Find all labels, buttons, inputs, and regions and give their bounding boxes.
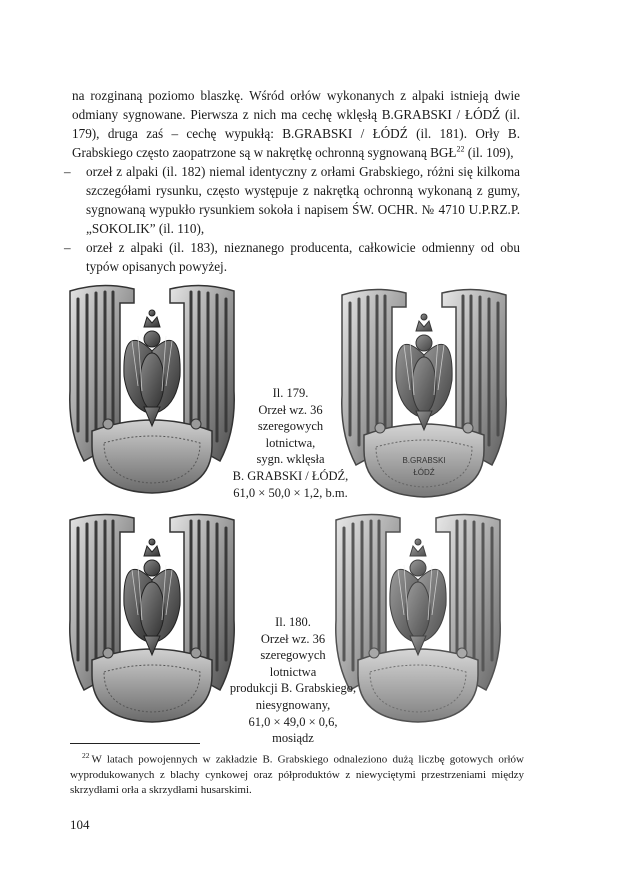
- footnote-divider: [70, 743, 200, 744]
- bullet-item-1: [64, 162, 520, 238]
- paragraph-1-end: (il. 109),: [464, 145, 514, 160]
- eagle-badge-image: [62, 510, 242, 725]
- paragraph-1-text: na rozginaną poziomo blaszkę. Wśród orłów wykonanych z alpaki istnieją dwie odmiany sygnowane. Pierwsza z nich ma cechę wklęsłą B.GRABSKI / ŁÓDŹ (il. 179), druga zaś – cechę wypukłą: B.GRABSKI / ŁÓDŹ (il. 181). Orły B. Grabskiego często zaopatrzone są w nakrętkę ochronną sygnowaną BGŁ: [72, 88, 520, 160]
- caption-line: 61,0 × 49,0 × 0,6, mosiądz: [248, 714, 338, 746]
- caption-line: sygn. wklęsła: [256, 452, 325, 467]
- caption-line: niesygnowany,: [255, 697, 331, 712]
- footnote-22: [70, 748, 524, 798]
- bullet-dash: –: [64, 240, 71, 255]
- bullet-item-2: [64, 238, 520, 276]
- caption-line: lotnictwa,: [265, 435, 316, 450]
- figure-180-front: [62, 510, 242, 725]
- body-text: [64, 86, 520, 276]
- footnote-text: W latach powojennych w zakładzie B. Grabskiego odnaleziono dużą liczbę gotowych orłów wyprodukowanych z blachy cynkowej oraz półproduktów z niewyciętymi przestrzeniami między skrzydłami orła a skrzydłami husarskimi.: [70, 753, 524, 796]
- bullet-text-2: orzeł z alpaki (il. 183), nieznanego producenta, całkowicie odmienny od obu typów opisanych powyżej.: [86, 240, 520, 274]
- caption-line: 61,0 × 50,0 × 1,2, b.m.: [233, 485, 348, 500]
- caption-line: B. GRABSKI / ŁÓDŹ,: [232, 468, 349, 483]
- caption-line: Orzeł wz. 36: [258, 402, 323, 417]
- caption-line: szeregowych: [257, 419, 324, 434]
- figure-179-caption: [228, 385, 353, 501]
- page-number: 104: [70, 817, 90, 832]
- caption-line: Il. 179.: [272, 386, 309, 400]
- footnote-number: 22: [82, 751, 90, 760]
- back-marking-2: ŁÓDŹ: [413, 468, 435, 477]
- bullet-text-1: orzeł z alpaki (il. 182) niemal identyczny z orłami Grabskiego, różni się kilkoma szczegółami rysunku, często występuje z nakrętką ochronną wykonaną z gumy, sygnowaną wypukło rysunkiem sokoła i napisem ŚW. OCHR. № 4710 U.P.RZ.P.„SOKOLIK” (il. 110),: [86, 164, 520, 236]
- figure-179-back: [334, 285, 514, 500]
- caption-line: Il. 180.: [275, 615, 311, 629]
- bullet-dash: –: [64, 164, 71, 179]
- caption-line: lotnictwa: [269, 664, 317, 679]
- caption-line: Orzeł wz. 36: [260, 631, 326, 646]
- paragraph-1: [72, 86, 520, 162]
- back-marking-1: B.GRABSKI: [402, 456, 446, 465]
- eagle-badge-reverse-image: [334, 285, 514, 500]
- footnote-ref-22[interactable]: 22: [456, 144, 465, 154]
- figure-179-front: [62, 281, 242, 496]
- eagle-badge-image: [62, 281, 242, 496]
- caption-line: szeregowych: [260, 648, 326, 663]
- figure-180-caption: [228, 614, 358, 747]
- caption-line: produkcji B. Grabskiego,: [229, 681, 357, 696]
